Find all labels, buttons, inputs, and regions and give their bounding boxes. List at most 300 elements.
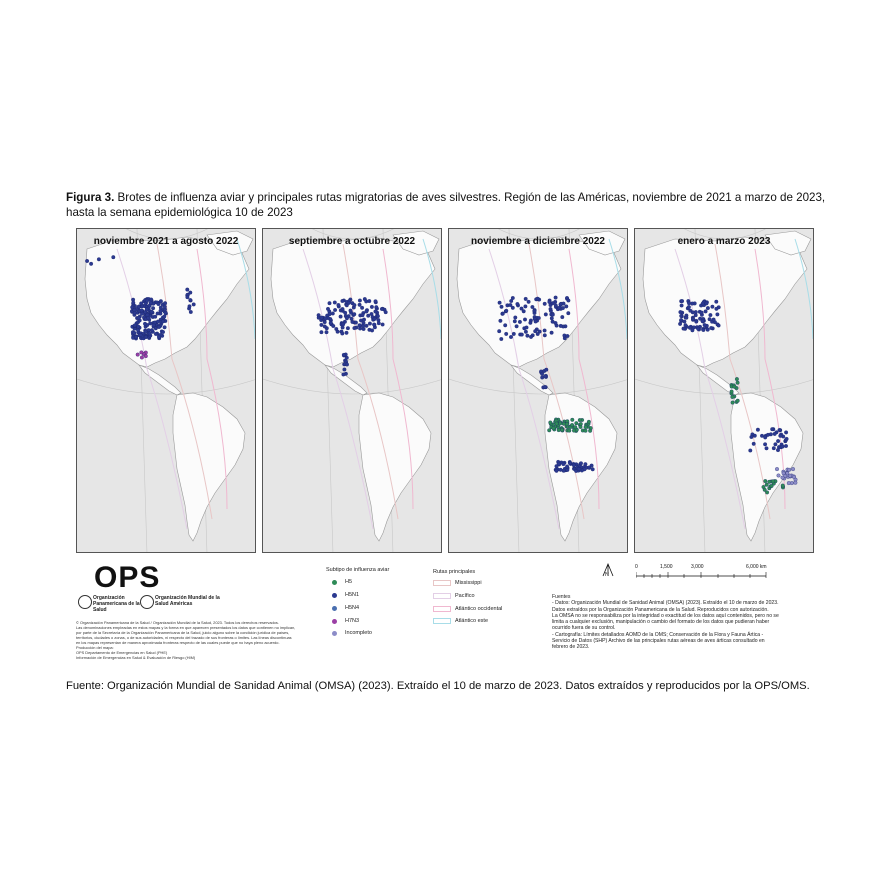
outbreak-marker [529, 321, 533, 325]
outbreak-marker [500, 305, 504, 309]
h5n1-swatch [332, 593, 337, 598]
outbreak-marker [579, 422, 583, 426]
outbreak-marker [701, 319, 705, 323]
outbreak-marker [140, 309, 144, 313]
outbreak-marker [792, 475, 796, 479]
outbreak-marker [765, 447, 769, 451]
sources-line: ocurrido fuera de su control. [552, 625, 616, 632]
outbreak-marker [320, 330, 324, 334]
sources-title: Fuentes [552, 594, 571, 600]
outbreak-marker [146, 316, 150, 320]
outbreak-marker [337, 303, 341, 307]
disclaimer-line: territorios, ciudades o zonas, o de sus autoridades, ni respecto del trazado de sus fronteras o límites. Las líneas discontinuas [76, 635, 292, 640]
disclaimer-line: por parte de la Secretaría de la Organización Panamericana de la Salud, juicio alguno sobre la condición jurídica de países, [76, 630, 290, 635]
outbreak-marker [186, 295, 190, 299]
who-seal-icon [140, 595, 154, 609]
disclaimer-line: © Organización Panamericana de la Salud / Organización Mundial de la Salud, 2023. Todos los derechos reservados. [76, 620, 279, 625]
outbreak-marker [333, 301, 337, 305]
outbreak-marker [159, 309, 163, 313]
outbreak-marker [345, 363, 349, 367]
outbreak-marker [144, 335, 148, 339]
outbreak-marker [350, 317, 354, 321]
outbreak-marker [559, 324, 563, 328]
outbreak-marker [332, 324, 336, 328]
sources-line: limita a cualquier exclusión, manipulación o cambio del formato de los datos que pudieran haber [552, 619, 770, 626]
outbreak-marker [785, 437, 789, 441]
outbreak-marker [148, 322, 152, 326]
outbreak-marker [333, 308, 337, 312]
outbreak-marker [536, 332, 540, 336]
outbreak-marker [157, 302, 161, 306]
outbreak-marker [552, 426, 556, 430]
outbreak-marker [763, 443, 767, 447]
outbreak-marker [560, 428, 564, 432]
outbreak-marker [149, 298, 153, 302]
outbreak-marker [772, 446, 776, 450]
outbreak-marker [139, 333, 143, 337]
outbreak-marker [716, 313, 720, 317]
outbreak-marker [565, 422, 569, 426]
outbreak-marker [574, 425, 578, 429]
map-title: septiembre a octubre 2022 [288, 236, 416, 247]
scale-tick-label: 6,000 km [746, 564, 767, 570]
outbreak-marker [562, 469, 566, 473]
outbreak-marker [346, 326, 350, 330]
sources-line: La OMSA no se responsabiliza por la integridad o exactitud de los datos aquí contenidos, pero no se [552, 612, 779, 619]
outbreak-marker [680, 299, 684, 303]
outbreak-marker [373, 317, 377, 321]
map-jan-mar2023 [634, 228, 814, 553]
outbreak-marker [777, 474, 781, 478]
outbreak-marker [543, 385, 547, 389]
outbreak-marker [545, 368, 549, 372]
outbreak-marker [577, 467, 581, 471]
outbreak-marker [763, 436, 767, 440]
outbreak-marker [143, 322, 147, 326]
outbreak-marker [558, 422, 562, 426]
outbreak-marker [148, 332, 152, 336]
outbreak-marker [769, 433, 773, 437]
who-logo [140, 595, 225, 609]
outbreak-marker [776, 439, 780, 443]
outbreak-marker [353, 303, 357, 307]
outbreak-marker [192, 303, 196, 307]
outbreak-marker [735, 377, 739, 381]
outbreak-marker [566, 468, 570, 472]
route-label-atlantico-occidental: Atlántico occidental [455, 606, 503, 612]
outbreak-marker [374, 310, 378, 314]
outbreak-marker [565, 465, 569, 469]
outbreak-marker [331, 312, 335, 316]
outbreak-marker [548, 300, 552, 304]
map-nov2021-aug2022 [76, 228, 256, 553]
outbreak-marker [500, 337, 504, 341]
outbreak-marker [524, 297, 528, 301]
outbreak-marker [557, 428, 561, 432]
outbreak-marker [705, 302, 709, 306]
outbreak-marker [765, 483, 769, 487]
outbreak-marker [704, 310, 708, 314]
outbreak-marker [679, 310, 683, 314]
sources-line: - Cartografía: Límites detallados AOMD de la OMS; Conservación de la Flora y Fauna Ártica - [552, 631, 764, 638]
outbreak-marker [145, 299, 149, 303]
outbreak-marker [731, 395, 735, 399]
outbreak-marker [551, 301, 555, 305]
outbreak-marker [341, 299, 345, 303]
outbreak-marker [554, 304, 558, 308]
outbreak-marker [133, 324, 137, 328]
scale-tick-label: 3,000 [691, 564, 704, 570]
disclaimer-line: Las denominaciones empleadas en estos mapas y la forma en que aparecen presentados los datos que contienen no implican, [76, 625, 296, 630]
outbreak-marker [555, 469, 559, 473]
outbreak-marker [524, 305, 528, 309]
routes-legend-title: Rutas principales [433, 569, 476, 575]
outbreak-marker [781, 484, 785, 488]
outbreak-marker [188, 305, 192, 309]
outbreak-marker [504, 332, 508, 336]
outbreak-marker [345, 317, 349, 321]
outbreak-marker [323, 320, 327, 324]
outbreak-marker [526, 334, 530, 338]
figure-caption-text: Brotes de influenza aviar y principales rutas migratorias de aves silvestres. Región de las Américas, noviembre de 2021 a marzo de 2023, hasta la semana epidemiológica 10 de 2023 [66, 191, 826, 219]
outbreak-marker [784, 431, 788, 435]
outbreak-marker [715, 300, 719, 304]
outbreak-marker [512, 332, 516, 336]
outbreak-marker [189, 298, 193, 302]
outbreak-marker [163, 326, 167, 330]
outbreak-marker [771, 480, 775, 484]
outbreak-marker [700, 311, 704, 315]
outbreak-marker [584, 429, 588, 433]
outbreak-marker [558, 306, 562, 310]
outbreak-marker [515, 325, 519, 329]
outbreak-marker [516, 302, 520, 306]
outbreak-marker [559, 303, 563, 307]
figure-label: Figura 3. [66, 191, 115, 204]
outbreak-marker [326, 307, 330, 311]
route-swatch-atlantico-occidental [433, 606, 451, 612]
outbreak-marker [159, 299, 163, 303]
outbreak-marker [554, 321, 558, 325]
outbreak-marker [347, 301, 351, 305]
outbreak-marker [132, 301, 136, 305]
subtype-legend-title: Subtipo de influenza aviar [326, 567, 390, 573]
outbreak-marker [779, 434, 783, 438]
outbreak-marker [578, 418, 582, 422]
outbreak-marker [164, 311, 168, 315]
outbreak-marker [161, 330, 165, 334]
outbreak-marker [144, 330, 148, 334]
outbreak-marker [157, 325, 161, 329]
outbreak-marker [522, 310, 526, 314]
disclaimer-line: Producción del mapa: [76, 645, 114, 650]
outbreak-marker [776, 448, 780, 452]
outbreak-marker [365, 324, 369, 328]
outbreak-marker [703, 323, 707, 327]
outbreak-marker [555, 422, 559, 426]
outbreak-marker [523, 318, 527, 322]
map-graphic [77, 229, 256, 553]
outbreak-marker [353, 312, 357, 316]
outbreak-marker [364, 300, 368, 304]
outbreak-marker [343, 368, 347, 372]
outbreak-marker [756, 428, 760, 432]
outbreak-marker [384, 310, 388, 314]
outbreak-marker [736, 381, 740, 385]
outbreak-marker [144, 354, 148, 358]
outbreak-marker [370, 305, 374, 309]
outbreak-marker [562, 462, 566, 466]
outbreak-marker [679, 318, 683, 322]
map-graphic [449, 229, 628, 553]
outbreak-marker [682, 327, 686, 331]
outbreak-marker [694, 313, 698, 317]
outbreak-marker [775, 467, 779, 471]
footer-source: Fuente: Organización Mundial de Sanidad Animal (OMSA) (2023). Extraído el 10 de marzo de 2023. Datos extraídos y reproducidos por la OPS/OMS. [66, 680, 810, 692]
outbreak-marker [567, 311, 571, 315]
outbreak-marker [381, 323, 385, 327]
paho-name: Organización Panamericana de la Salud [93, 595, 140, 613]
outbreak-marker [140, 356, 144, 360]
outbreak-marker [341, 332, 345, 336]
outbreak-marker [572, 429, 576, 433]
outbreak-marker [134, 335, 138, 339]
outbreak-marker [140, 351, 144, 355]
outbreak-marker [97, 258, 101, 262]
outbreak-marker [547, 429, 551, 433]
outbreak-marker [587, 420, 591, 424]
incompleto-swatch [332, 631, 337, 636]
outbreak-marker [706, 306, 710, 310]
outbreak-marker [715, 307, 719, 311]
outbreak-marker [150, 310, 154, 314]
outbreak-marker [706, 328, 710, 332]
outbreak-marker [341, 322, 345, 326]
outbreak-marker [570, 423, 574, 427]
outbreak-marker [587, 466, 591, 470]
outbreak-marker [133, 331, 137, 335]
outbreak-marker [514, 316, 518, 320]
outbreak-marker [89, 262, 93, 266]
outbreak-marker [568, 461, 572, 465]
outbreak-marker [339, 315, 343, 319]
outbreak-marker [372, 323, 376, 327]
outbreak-marker [702, 328, 706, 332]
route-swatch-mississippi [433, 580, 451, 586]
outbreak-marker [731, 401, 735, 405]
outbreak-marker [136, 325, 140, 329]
outbreak-marker [591, 468, 595, 472]
paho-logo [78, 595, 148, 613]
outbreak-marker [189, 291, 193, 295]
outbreak-marker [497, 329, 501, 333]
outbreak-marker [341, 307, 345, 311]
outbreak-marker [687, 301, 691, 305]
map-title: enero a marzo 2023 [677, 236, 771, 247]
route-swatch-atlantico-este [433, 618, 451, 624]
outbreak-marker [320, 323, 324, 327]
outbreak-marker [684, 323, 688, 327]
outbreak-marker [501, 312, 505, 316]
outbreak-marker [691, 317, 695, 321]
outbreak-marker [584, 425, 588, 429]
outbreak-marker [768, 480, 772, 484]
outbreak-marker [509, 335, 513, 339]
outbreak-marker [764, 479, 768, 483]
outbreak-marker [551, 313, 555, 317]
figure-caption [66, 190, 828, 220]
outbreak-marker [323, 325, 327, 329]
h5-label: H5 [345, 579, 353, 585]
outbreak-marker [540, 372, 544, 376]
outbreak-marker [696, 327, 700, 331]
outbreak-marker [163, 301, 167, 305]
disclaimer-line: en los mapas representan de manera aproximada fronteras respecto de las cuales puede que no haya pleno acuerdo. [76, 640, 280, 645]
outbreak-marker [163, 315, 167, 319]
outbreak-marker [678, 322, 682, 326]
outbreak-marker [568, 429, 572, 433]
scale-bar [636, 562, 776, 582]
outbreak-marker [571, 418, 575, 422]
outbreak-marker [794, 481, 798, 485]
h7n3-label: H7N3 [345, 618, 360, 624]
outbreak-marker [709, 326, 713, 330]
ops-logo: OPS [94, 561, 161, 594]
outbreak-marker [513, 320, 517, 324]
outbreak-marker [353, 326, 357, 330]
outbreak-marker [329, 321, 333, 325]
outbreak-marker [149, 301, 153, 305]
outbreak-marker [358, 324, 362, 328]
paho-seal-icon [78, 595, 92, 609]
outbreak-marker [189, 310, 193, 314]
outbreak-marker [529, 335, 533, 339]
route-label-atlantico-este: Atlántico este [455, 618, 489, 624]
outbreak-marker [557, 462, 561, 466]
outbreak-marker [161, 320, 165, 324]
outbreak-marker [572, 463, 576, 467]
h5n4-label: H5N4 [345, 605, 360, 611]
outbreak-marker [575, 421, 579, 425]
outbreak-marker [790, 481, 794, 485]
sources-line: Servicio de Datos (SHP) Archivo de las principales rutas aéreas de aves árticas consultado en [552, 638, 765, 645]
outbreak-marker [567, 299, 571, 303]
outbreak-marker [701, 302, 705, 306]
outbreak-marker [375, 305, 379, 309]
outbreak-marker [156, 320, 160, 324]
sources-block [552, 594, 802, 651]
map-sep-oct2022 [262, 228, 442, 553]
map-graphic [263, 229, 442, 553]
outbreak-marker [342, 353, 346, 357]
outbreak-marker [588, 429, 592, 433]
outbreak-marker [770, 484, 774, 488]
outbreak-marker [325, 330, 329, 334]
outbreak-marker [503, 324, 507, 328]
disclaimer-line: Información de Emergencias en Salud & Evaluación de Riesgo (HIM) [76, 655, 196, 660]
outbreak-marker [774, 443, 778, 447]
outbreak-marker [525, 326, 529, 330]
outbreak-marker [186, 288, 190, 292]
outbreak-marker [509, 299, 513, 303]
outbreak-marker [549, 421, 553, 425]
outbreak-marker [524, 330, 528, 334]
outbreak-marker [320, 316, 324, 320]
outbreak-marker [533, 309, 537, 313]
outbreak-marker [549, 307, 553, 311]
outbreak-marker [692, 326, 696, 330]
outbreak-marker [152, 324, 156, 328]
outbreak-marker [370, 312, 374, 316]
outbreak-marker [536, 297, 540, 301]
outbreak-marker [498, 301, 502, 305]
outbreak-marker [368, 322, 372, 326]
outbreak-marker [679, 314, 683, 318]
outbreak-marker [691, 302, 695, 306]
outbreak-marker [695, 320, 699, 324]
outbreak-marker [520, 333, 524, 337]
outbreak-marker [565, 305, 569, 309]
outbreak-marker [150, 328, 154, 332]
outbreak-marker [324, 317, 328, 321]
sources-line: febrero de 2023. [552, 644, 590, 651]
outbreak-marker [544, 313, 548, 317]
outbreak-marker [736, 399, 740, 403]
outbreak-marker [112, 255, 116, 259]
outbreak-marker [139, 302, 143, 306]
outbreak-marker [527, 300, 531, 304]
outbreak-marker [137, 316, 141, 320]
outbreak-marker [537, 316, 541, 320]
incompleto-label: Incompleto [345, 630, 372, 636]
map-graphic [635, 229, 814, 553]
outbreak-marker [680, 304, 684, 308]
outbreak-marker [531, 305, 535, 309]
outbreak-marker [380, 307, 384, 311]
outbreak-marker [349, 309, 353, 313]
outbreak-marker [345, 331, 349, 335]
outbreak-marker [770, 427, 774, 431]
outbreak-marker [335, 327, 339, 331]
outbreak-marker [784, 444, 788, 448]
disclaimer-line: OPS Departamento de Emergencias en Salud (PHE) [76, 650, 168, 655]
outbreak-marker [85, 259, 89, 263]
outbreak-marker [509, 303, 513, 307]
route-swatch-pacifico [433, 593, 451, 599]
outbreak-marker [781, 476, 785, 480]
outbreak-marker [750, 435, 754, 439]
outbreak-marker [712, 318, 716, 322]
outbreak-marker [561, 306, 565, 310]
scale-tick-label: 1,500 [660, 564, 673, 570]
h5n4-swatch [332, 606, 337, 611]
outbreak-marker [130, 306, 134, 310]
outbreak-marker [157, 335, 161, 339]
outbreak-marker [683, 320, 687, 324]
outbreak-marker [763, 488, 767, 492]
outbreak-marker [709, 313, 713, 317]
h5-swatch [332, 580, 337, 585]
outbreak-marker [760, 434, 764, 438]
outbreak-marker [359, 319, 363, 323]
outbreak-marker [685, 316, 689, 320]
sources-line: Datos extraídos por la Organización Panamericana de la Salud. Reproducidos con autorización. [552, 606, 769, 613]
outbreak-marker [781, 445, 785, 449]
outbreak-marker [136, 353, 140, 357]
outbreak-marker [366, 314, 370, 318]
route-label-mississippi: Mississippi [455, 580, 482, 586]
outbreak-marker [145, 308, 149, 312]
